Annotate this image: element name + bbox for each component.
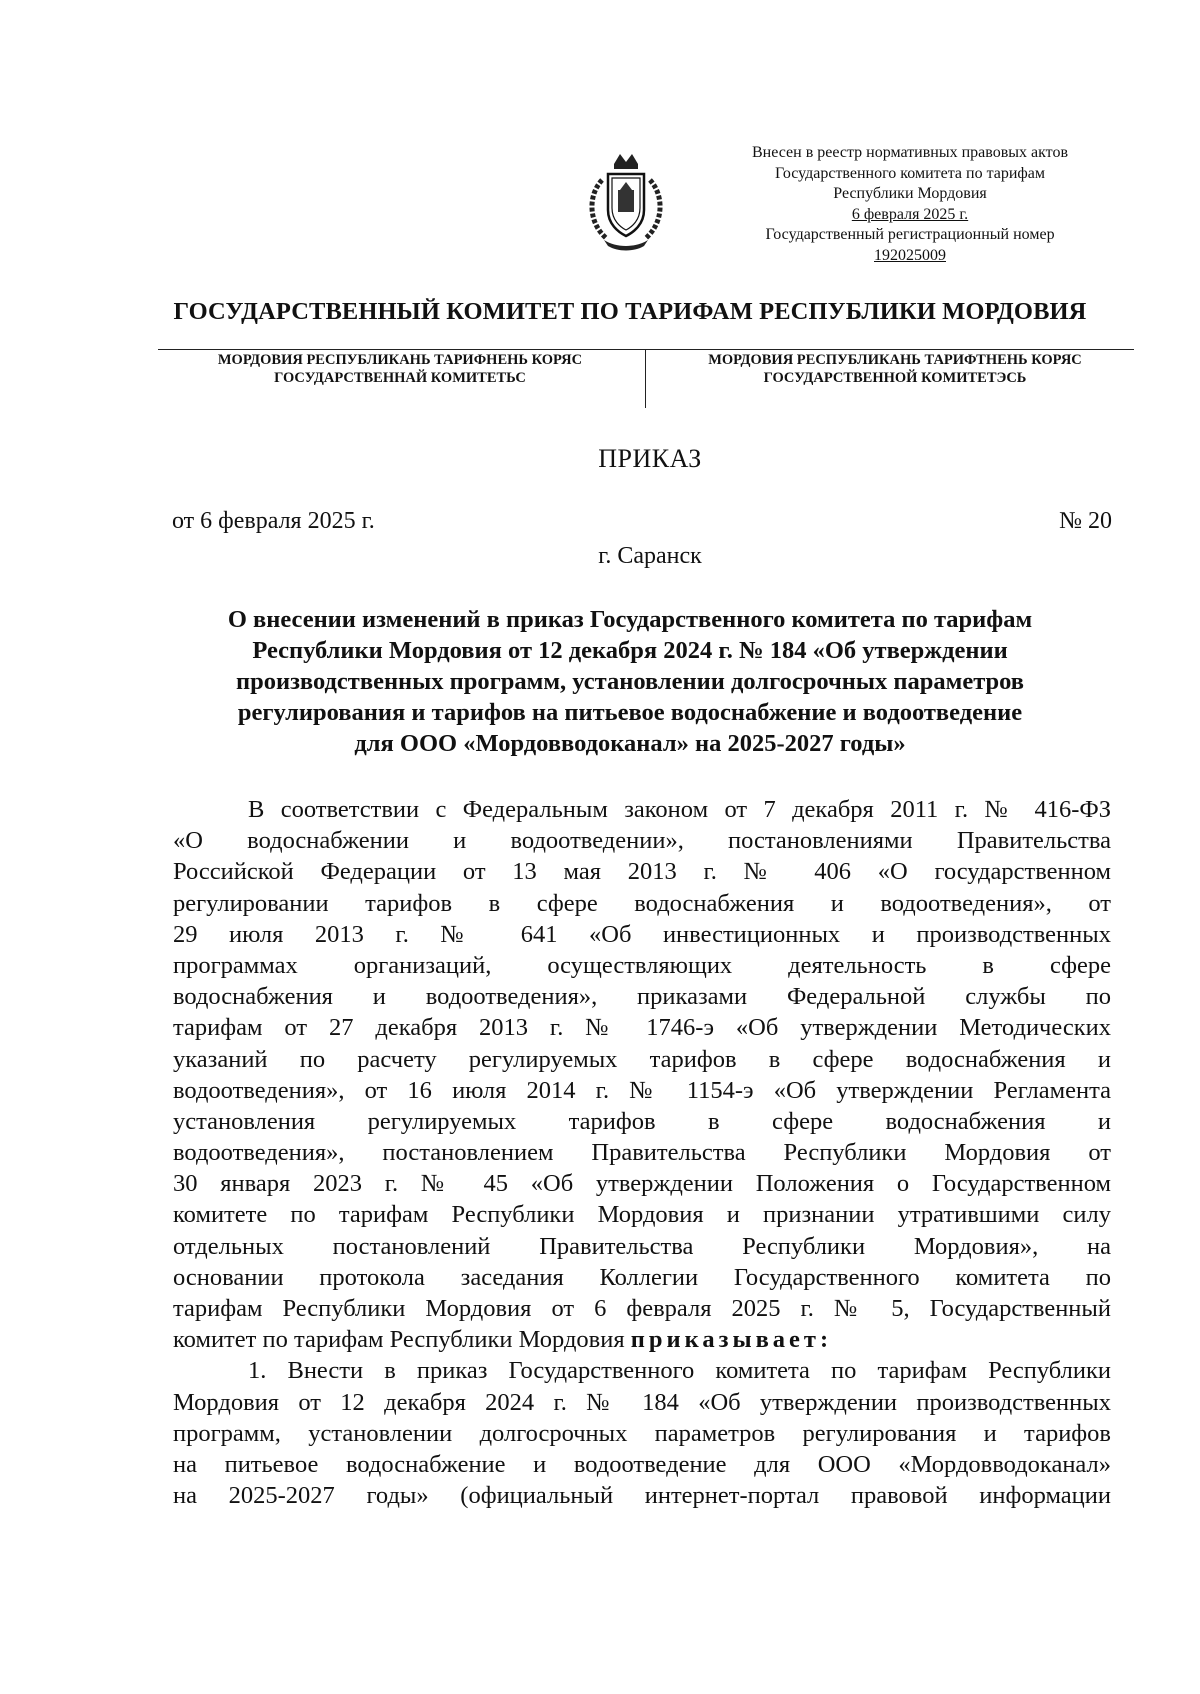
item-1-line: программ, установлении долгосрочных параметров регулирования и тарифов <box>173 1419 1111 1447</box>
title-line: Республики Мордовия от 12 декабря 2024 г. № 184 «Об утверждении <box>252 637 1008 664</box>
registry-line-3: Республики Мордовия <box>833 185 987 202</box>
document-title <box>150 604 1110 759</box>
body-line: водоснабжения и водоотведения», приказами Федеральной службы по <box>173 983 1111 1011</box>
committee-name-right <box>660 352 1130 387</box>
body-line: 29 июля 2013 г. № 641 «Об инвестиционных и производственных <box>173 920 1111 948</box>
title-line: О внесении изменений в приказ Государственного комитета по тарифам <box>227 606 1033 633</box>
committee-name-left <box>170 352 630 387</box>
body-line: Российской Федерации от 13 мая 2013 г. № 406 «О государственном <box>173 858 1111 886</box>
title-line: производственных программ, установлении долгосрочных параметров <box>235 668 1025 695</box>
title-line: регулирования и тарифов на питьевое водоснабжение и водоотведение <box>237 699 1023 726</box>
body-line-last <box>173 1324 1111 1355</box>
body-line: регулировании тарифов в сфере водоснабжения и водоотведения», от <box>173 889 1111 917</box>
order-number: № 20 <box>1059 508 1112 534</box>
header-divider-horizontal <box>158 349 1134 350</box>
order-city: г. Саранск <box>598 543 702 569</box>
registry-line-5: Государственный регистрационный номер <box>765 226 1055 243</box>
item-1-line: на питьевое водоснабжение и водоотведение для ООО «Мордовводоканал» <box>173 1450 1111 1478</box>
registry-line-1: Внесен в реестр нормативных правовых актов <box>752 144 1068 161</box>
body-line: водоотведения», от 16 июля 2014 г. № 1154-э «Об утверждении Регламента <box>173 1076 1111 1104</box>
orders-word: приказывает: <box>630 1326 833 1354</box>
body-line: водоотведения», постановлением Правительства Республики Мордовия от <box>173 1139 1111 1167</box>
committee-name-left-line-2: ГОСУДАРСТВЕННАЙ КОМИТЕТЬС <box>274 369 526 386</box>
order-date: от 6 февраля 2025 г. <box>172 508 375 534</box>
body-line: программах организаций, осуществляющих деятельность в сфере <box>173 951 1111 979</box>
body-line: 30 января 2023 г. № 45 «Об утверждении Положения о Государственном <box>173 1170 1111 1198</box>
item-1-line: Мордовия от 12 декабря 2024 г. № 184 «Об утверждении производственных <box>173 1388 1111 1416</box>
item-1-line: 1. Внести в приказ Государственного комитета по тарифам Республики <box>248 1357 1111 1385</box>
title-line: для ООО «Мордовводоканал» на 2025-2027 годы» <box>354 730 906 757</box>
registry-number: 192025009 <box>874 246 946 264</box>
registry-note <box>700 143 1120 266</box>
coat-of-arms-emblem <box>580 150 672 254</box>
body-line: тарифам от 27 декабря 2013 г. № 1746-э «Об утверждении Методических <box>173 1014 1111 1042</box>
body-line: «О водоснабжении и водоотведении», постановлениями Правительства <box>173 827 1111 855</box>
body-line: комитете по тарифам Республики Мордовия и признании утратившими силу <box>173 1201 1111 1229</box>
body-line: тарифам Республики Мордовия от 6 февраля 2025 г. № 5, Государственный <box>173 1295 1111 1322</box>
body-line: указаний по расчету регулируемых тарифов в сфере водоснабжения и <box>173 1045 1111 1073</box>
order-heading: ПРИКАЗ <box>598 444 702 473</box>
header-divider-vertical <box>645 350 646 408</box>
document-body <box>173 794 1111 1511</box>
committee-title: ГОСУДАРСТВЕННЫЙ КОМИТЕТ ПО ТАРИФАМ РЕСПУБЛИКИ МОРДОВИЯ <box>173 298 1087 325</box>
item-1-line: на 2025-2027 годы» (официальный интернет-портал правовой информации <box>173 1482 1111 1510</box>
body-line: В соответствии с Федеральным законом от 7 декабря 2011 г. № 416-ФЗ <box>248 796 1111 823</box>
body-line: основании протокола заседания Коллегии Государственного комитета по <box>173 1263 1111 1291</box>
committee-name-right-line-2: ГОСУДАРСТВЕННОЙ КОМИТЕТЭСЬ <box>763 369 1027 386</box>
committee-name-left-line-1: МОРДОВИЯ РЕСПУБЛИКАНЬ ТАРИФНЕНЬ КОРЯС <box>217 352 583 368</box>
body-last-line-text: комитет по тарифам Республики Мордовия <box>173 1326 631 1354</box>
committee-name-right-line-1: МОРДОВИЯ РЕСПУБЛИКАНЬ ТАРИФТНЕНЬ КОРЯС <box>708 352 1082 368</box>
registry-date: 6 февраля 2025 г. <box>851 205 969 223</box>
body-line: отдельных постановлений Правительства Республики Мордовия», на <box>173 1232 1111 1260</box>
body-line: установления регулируемых тарифов в сфере водоснабжения и <box>173 1107 1111 1135</box>
registry-line-2: Государственного комитета по тарифам <box>774 164 1046 182</box>
